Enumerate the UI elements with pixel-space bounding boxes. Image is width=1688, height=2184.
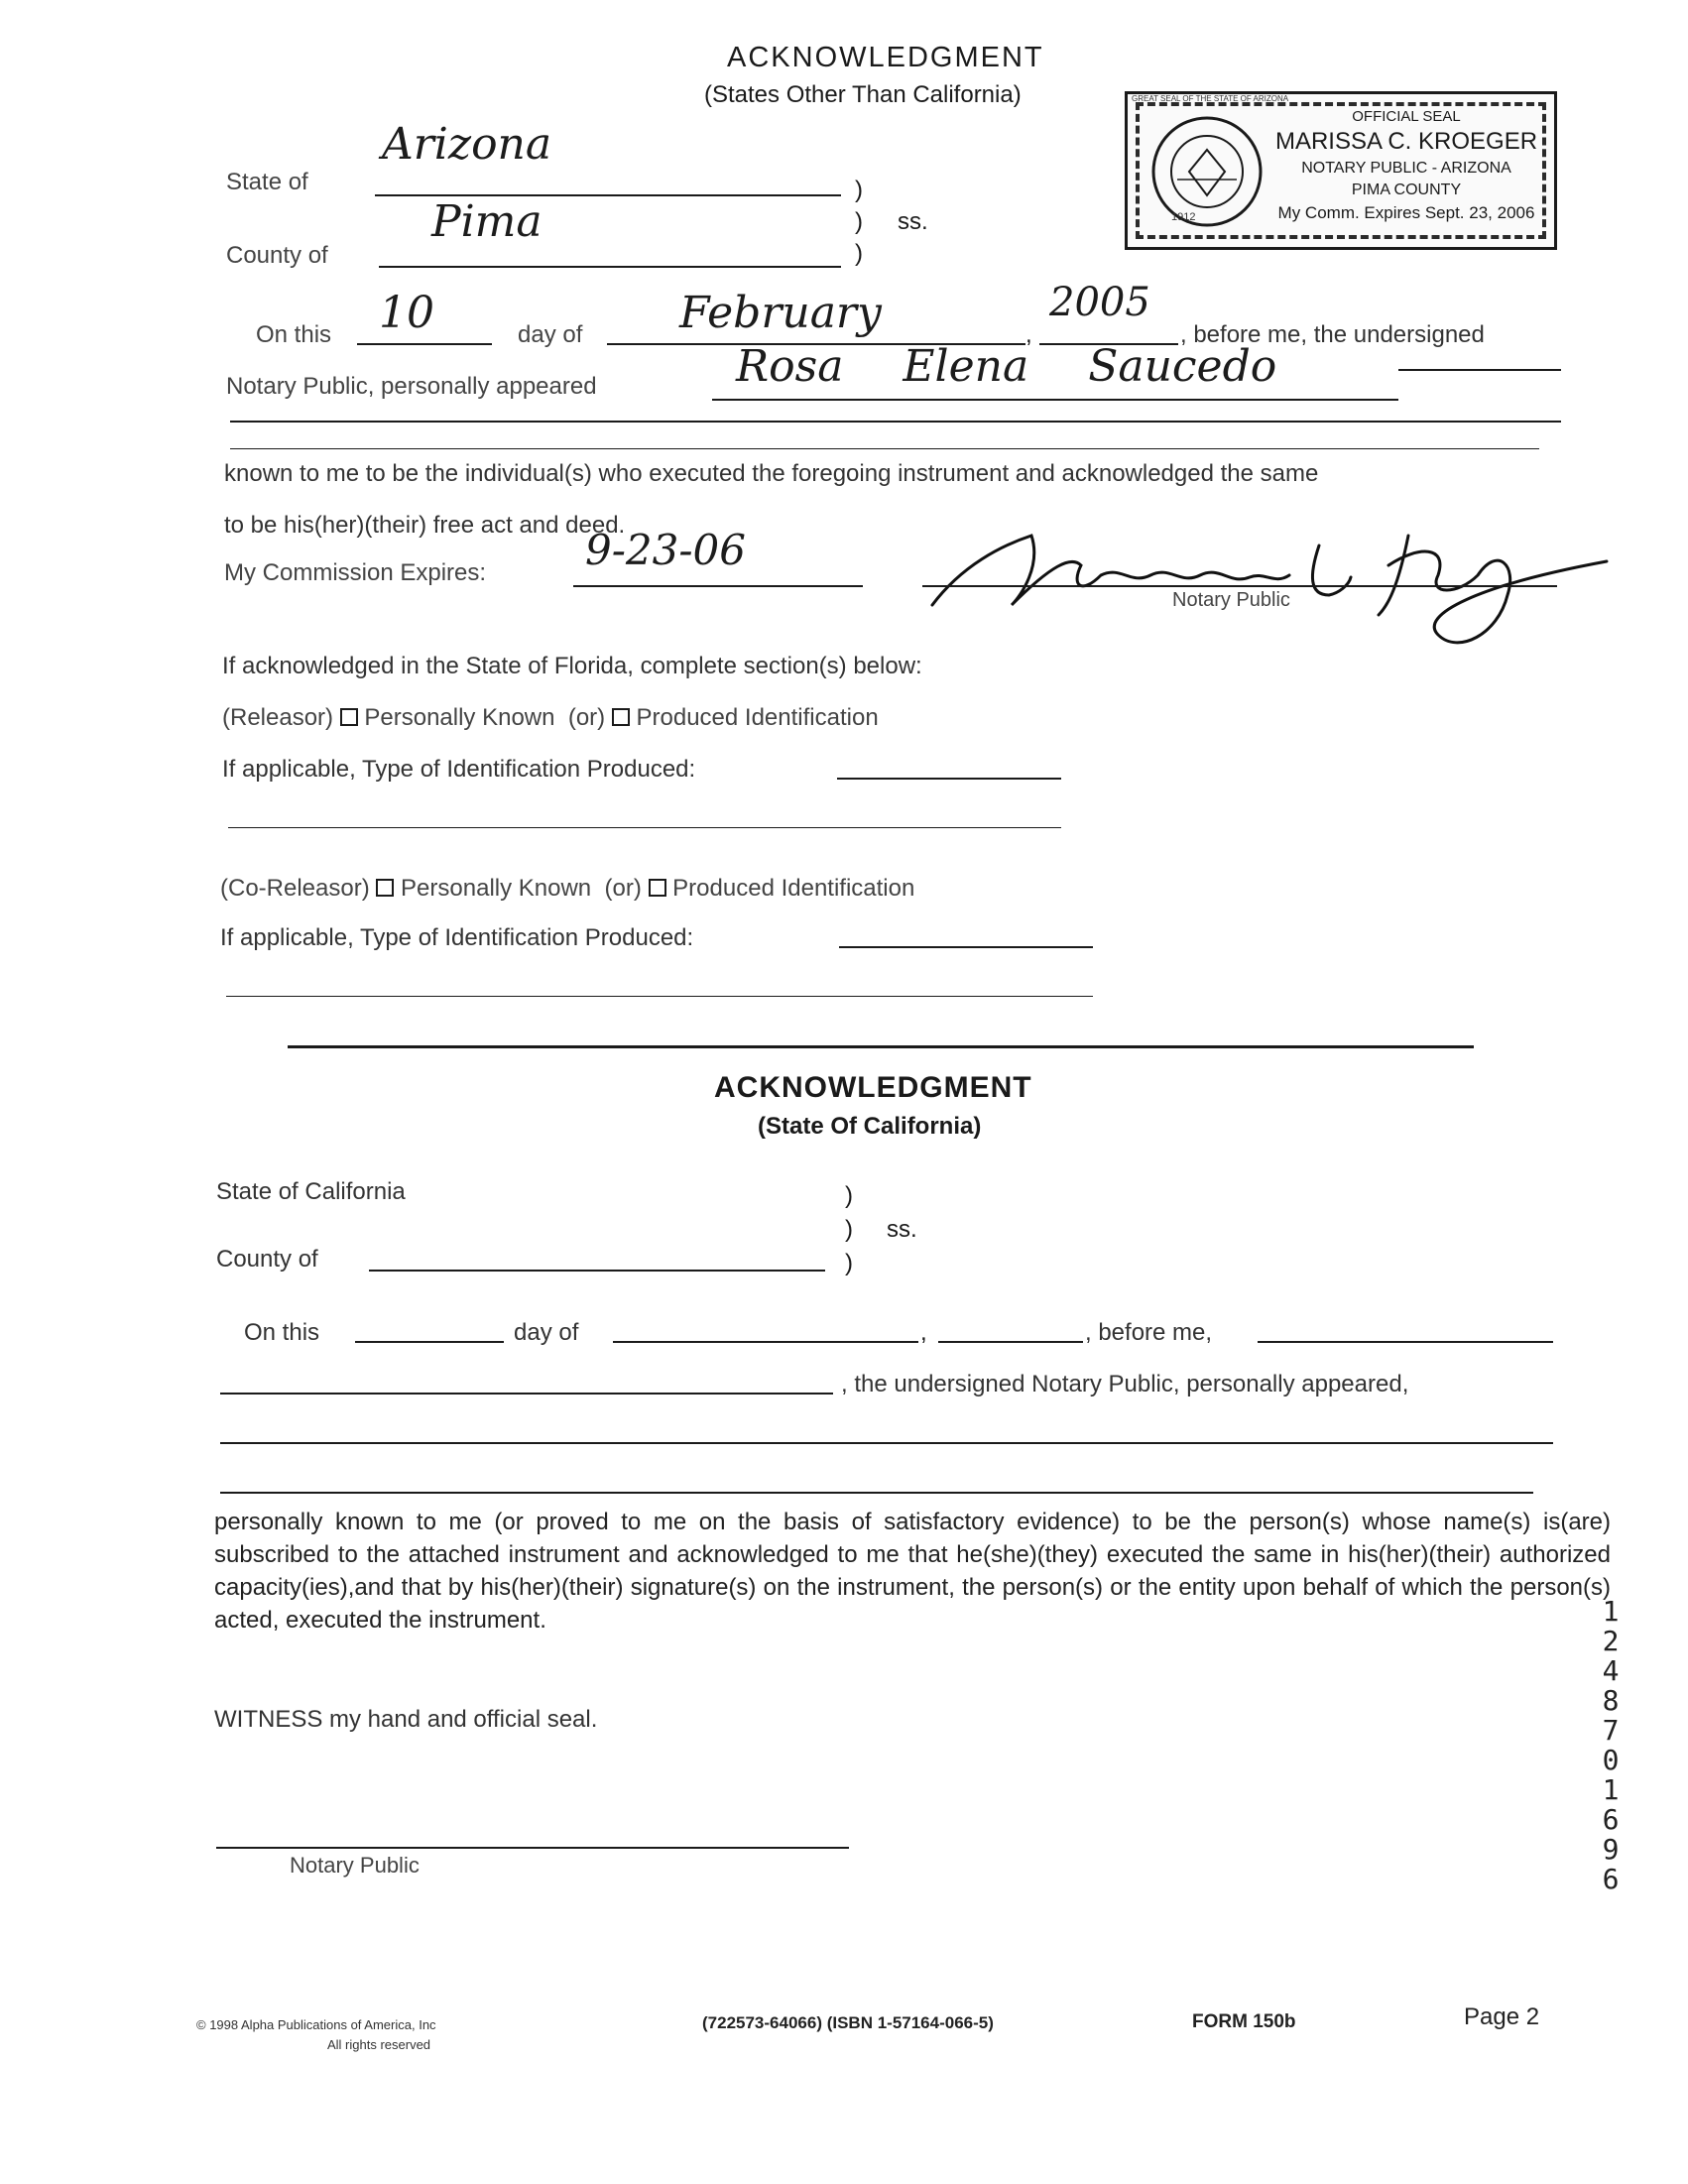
ca-month-line[interactable]: [613, 1341, 918, 1343]
releaser-label: (Releasor): [222, 704, 334, 731]
florida-intro: If acknowledged in the State of Florida, complete section(s) below:: [222, 653, 922, 679]
seal-expires: My Comm. Expires Sept. 23, 2006: [1277, 203, 1535, 222]
footer-rights: All rights reserved: [327, 2037, 431, 2052]
california-subtitle: (State Of California): [758, 1113, 982, 1140]
footer-copyright: © 1998 Alpha Publications of America, Inc: [196, 2017, 436, 2032]
ca-day-of-label: day of: [514, 1319, 579, 1346]
coreleaser-produced-id-checkbox[interactable]: [649, 879, 666, 897]
state-label: State of: [226, 169, 308, 195]
appeared-value: Rosa Elena Saucedo: [736, 341, 1277, 392]
coreleaser-personally-known-checkbox[interactable]: [376, 879, 394, 897]
seal-emblem-year: 1912: [1171, 211, 1196, 223]
before-me-label: , before me, the undersigned: [1180, 321, 1485, 348]
commission-value: 9-23-06: [585, 526, 746, 574]
known-text: known to me to be the individual(s) who executed the foregoing instrument and acknowledged the same: [224, 460, 1319, 487]
ca-paren-1: ): [845, 1182, 853, 1209]
state-value: Arizona: [382, 119, 552, 170]
seal-county: PIMA COUNTY: [1351, 182, 1462, 198]
releaser-type-label: If applicable, Type of Identification Produced:: [222, 756, 696, 783]
ca-county-label: County of: [216, 1246, 318, 1273]
free-act-text: to be his(her)(their) free act and deed.: [224, 512, 626, 539]
seal-title: NOTARY PUBLIC - ARIZONA: [1301, 160, 1511, 177]
day-line[interactable]: [357, 343, 492, 345]
notary-public-label: Notary Public: [1172, 589, 1290, 611]
comma: ,: [1025, 321, 1032, 348]
ca-appeared-line-2[interactable]: [220, 1442, 1553, 1444]
coreleaser-row: [220, 875, 914, 903]
coreleaser-personally-known-label: Personally Known: [401, 875, 592, 902]
ca-on-this-label: On this: [244, 1319, 320, 1346]
day-of-label: day of: [518, 321, 583, 348]
releaser-personally-known-checkbox[interactable]: [340, 708, 358, 726]
coreleaser-type-label: If applicable, Type of Identification Produced:: [220, 924, 694, 951]
ca-day-line[interactable]: [355, 1341, 504, 1343]
footer-form: FORM 150b: [1192, 2011, 1296, 2032]
year-value: 2005: [1049, 280, 1150, 325]
releaser-type-line-2[interactable]: [228, 827, 1061, 828]
ca-appeared-line-3[interactable]: [220, 1492, 1533, 1494]
county-line[interactable]: [379, 266, 841, 268]
ca-state-label: State of California: [216, 1178, 406, 1205]
releaser-produced-id-checkbox[interactable]: [612, 708, 630, 726]
paren-2: ): [855, 208, 863, 235]
page-subtitle: (States Other Than California): [704, 81, 1022, 108]
releaser-personally-known-label: Personally Known: [364, 704, 555, 731]
paren-3: ): [855, 240, 863, 267]
ca-notary-public-label: Notary Public: [290, 1853, 420, 1878]
ca-before-me-label: , before me,: [1085, 1319, 1213, 1346]
notary-signature-line[interactable]: [922, 585, 1557, 587]
commission-line[interactable]: [573, 585, 863, 587]
seal-name: MARISSA C. KROEGER: [1274, 128, 1538, 155]
releaser-produced-id-label: Produced Identification: [636, 704, 879, 731]
footer-code: (722573-64066) (ISBN 1-57164-066-5): [702, 2013, 994, 2032]
ca-signature-line[interactable]: [216, 1847, 849, 1849]
section-divider: [288, 1045, 1474, 1048]
ca-before-me-line[interactable]: [1258, 1341, 1553, 1343]
releaser-or: (or): [567, 704, 606, 731]
paren-1: ): [855, 177, 863, 203]
notary-appeared-label: Notary Public, personally appeared: [226, 373, 597, 400]
ca-paren-3: ): [845, 1250, 853, 1276]
coreleaser-type-line-2[interactable]: [226, 996, 1093, 997]
california-title: ACKNOWLEDGMENT: [714, 1071, 1032, 1104]
appeared-line-2[interactable]: [230, 421, 1561, 423]
ca-paragraph: personally known to me (or proved to me on the basis of satisfactory evidence) to be the person(s) whose name(s) is(are) subscribed to the attached instrument and acknowledged to me that he(she)(they) executed the same in his(her)(their) authorized capacity(ies),and that by his(her)(their) signature(s) on the instrument, the person(s) or the entity upon behalf of which the person(s) acted, executed the instrument.: [214, 1509, 1611, 1634]
appeared-line-3[interactable]: [230, 448, 1539, 449]
footer-page: Page 2: [1464, 2003, 1540, 2030]
ss-label: ss.: [898, 208, 928, 235]
coreleaser-type-line[interactable]: [839, 946, 1093, 948]
seal-header: OFFICIAL SEAL: [1352, 108, 1461, 125]
ca-comma: ,: [920, 1319, 927, 1346]
county-label: County of: [226, 242, 328, 269]
page-title: ACKNOWLEDGMENT: [727, 42, 1044, 73]
ca-paren-2: ): [845, 1216, 853, 1243]
ca-county-line[interactable]: [369, 1270, 825, 1272]
appeared-line[interactable]: [712, 399, 1398, 401]
releaser-type-line[interactable]: [837, 778, 1061, 780]
notary-seal: [1125, 91, 1557, 250]
ca-ss-label: ss.: [887, 1216, 917, 1243]
coreleaser-or: (or): [604, 875, 642, 902]
ca-year-line[interactable]: [938, 1341, 1083, 1343]
side-document-number: 12487 01696: [1602, 1595, 1620, 1895]
state-seal-emblem: [1147, 110, 1266, 233]
ca-appeared-line[interactable]: [220, 1393, 833, 1395]
day-value: 10: [379, 288, 434, 338]
county-value: Pima: [431, 196, 543, 247]
appeared-line-extra[interactable]: [1398, 369, 1561, 371]
month-value: February: [679, 288, 882, 338]
ca-undersigned-text: , the undersigned Notary Public, personally appeared,: [841, 1371, 1409, 1397]
on-this-label: On this: [256, 321, 332, 348]
commission-label: My Commission Expires:: [224, 559, 487, 586]
ca-witness: WITNESS my hand and official seal.: [214, 1706, 598, 1733]
seal-emblem-text: GREAT SEAL OF THE STATE OF ARIZONA: [1132, 94, 1289, 103]
coreleaser-label: (Co-Releasor): [220, 875, 370, 902]
coreleaser-produced-id-label: Produced Identification: [672, 875, 915, 902]
releaser-row: [222, 704, 879, 732]
